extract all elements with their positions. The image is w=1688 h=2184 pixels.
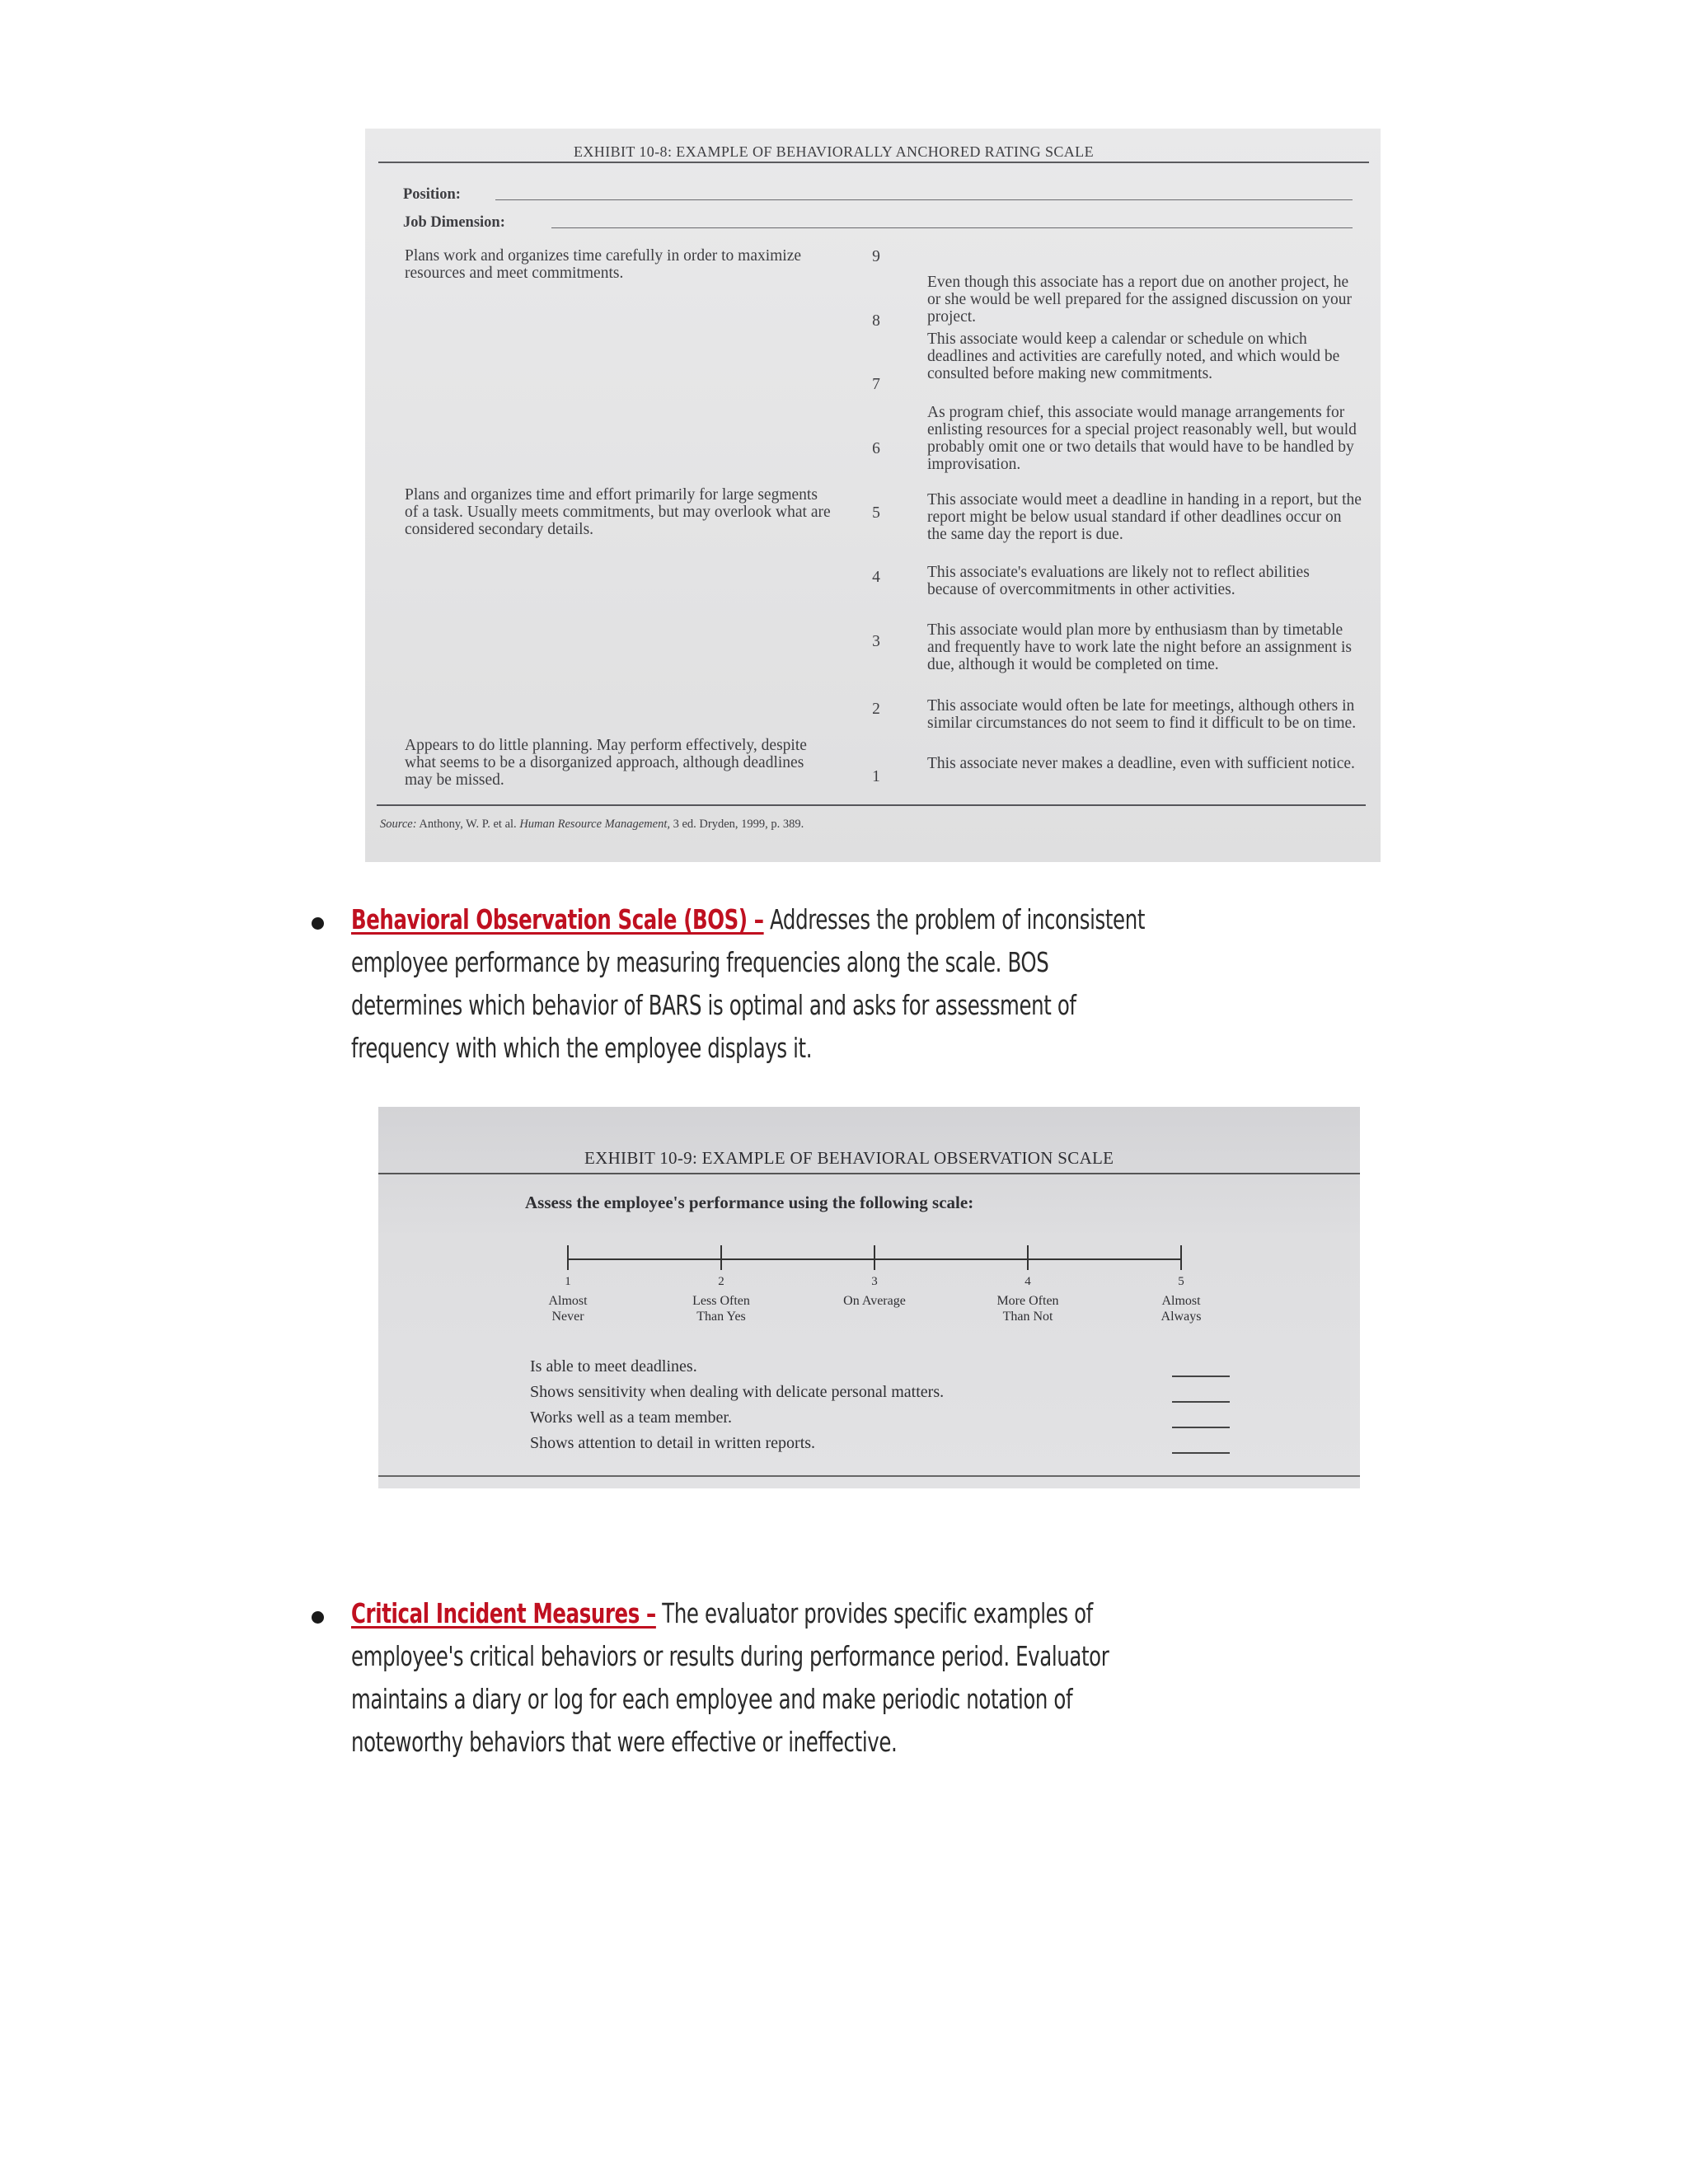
cim-term: Critical Incident Measures –: [351, 1597, 656, 1629]
scale-number: 3: [872, 633, 880, 650]
scale-number: 5: [872, 504, 880, 522]
scale-number: 3: [871, 1275, 878, 1288]
rating-blank: [1172, 1401, 1230, 1403]
source-citation: Source: Anthony, W. P. et al. Human Resource Management, 3 ed. Dryden, 1999, p. 389.: [380, 818, 804, 831]
bos-item: Is able to meet deadlines.: [530, 1357, 697, 1376]
bos-term: Behavioral Observation Scale (BOS) –: [351, 903, 764, 935]
left-anchor-mid: Plans and organizes time and effort primarily for large segments of a task. Usually meets commitments, but may overlook what are considered secondary details.: [405, 486, 831, 538]
scale-number: 7: [872, 376, 880, 393]
divider: [377, 804, 1366, 806]
rating-blank: [1172, 1427, 1230, 1428]
scale-label: On Average: [843, 1294, 906, 1308]
bars-exhibit-title: EXHIBIT 10-8: EXAMPLE OF BEHAVIORALLY ANCHORED RATING SCALE: [574, 143, 1094, 160]
scale-number: 1: [565, 1275, 571, 1288]
rating-blank: [1172, 1452, 1230, 1454]
right-anchor: This associate would meet a deadline in handing in a report, but the report might be below usual standard if other deadlines occur on the same day the report is due.: [927, 491, 1362, 543]
scale-label: Almost Never: [548, 1294, 588, 1324]
right-anchor: This associate would plan more by enthusiasm than by timetable and frequently have to work late the night before an assignment is due, although it would be completed on time.: [927, 621, 1352, 673]
bos-item: Shows attention to detail in written reports.: [530, 1434, 816, 1452]
rating-blank: [1172, 1376, 1230, 1377]
scale-number: 6: [872, 440, 880, 457]
job-dimension-label: Job Dimension:: [403, 214, 505, 231]
position-label: Position:: [403, 186, 461, 203]
scale-label: Less Often Than Yes: [692, 1294, 750, 1324]
bos-item: Shows sensitivity when dealing with delicate personal matters.: [530, 1383, 945, 1401]
right-anchor: This associate never makes a deadline, even with sufficient notice.: [927, 755, 1355, 772]
scale-tick: [720, 1245, 722, 1270]
scale-label: More Often Than Not: [996, 1294, 1059, 1324]
bos-description: Addresses the problem of inconsistent employee performance by measuring frequencies along the scale. BOS determines which behavior of BARS is optimal and asks for assessment of frequency with which the employee displays it.: [351, 903, 1146, 1064]
bars-exhibit-image: [365, 129, 1381, 862]
scale-number: 5: [1178, 1275, 1184, 1288]
scale-number: 4: [1025, 1275, 1031, 1288]
bos-paragraph: [351, 898, 1156, 1070]
scale-number: 2: [718, 1275, 724, 1288]
left-anchor-high: Plans work and organizes time carefully in order to maximize resources and meet commitments.: [405, 247, 802, 282]
bos-exhibit-image: [378, 1107, 1360, 1488]
scale-tick: [874, 1245, 875, 1270]
bullet-icon: [312, 1611, 324, 1624]
scale-tick: [1027, 1245, 1029, 1270]
divider: [378, 1173, 1360, 1174]
scale-number: 9: [872, 248, 880, 265]
right-anchor: This associate would keep a calendar or schedule on which deadlines and activities are carefully noted, and which would be consulted before making new commitments.: [927, 330, 1340, 382]
bullet-icon: [312, 917, 324, 930]
divider: [378, 1475, 1360, 1477]
left-anchor-low: Appears to do little planning. May perform effectively, despite what seems to be a disorganized approach, although deadlines may be missed.: [405, 737, 807, 789]
cim-description: The evaluator provides specific examples of employee's critical behaviors or results during performance period. Evaluator maintains a diary or log for each employee and make periodic notation of noteworthy behaviors that were effective or ineffective.: [351, 1597, 1109, 1758]
right-anchor: This associate's evaluations are likely not to reflect abilities because of overcommitments in other activities.: [927, 564, 1310, 598]
right-anchor: Even though this associate has a report due on another project, he or she would be well prepared for the assigned discussion on your project.: [927, 274, 1353, 326]
cim-paragraph: [351, 1592, 1156, 1764]
scale-number: 2: [872, 701, 880, 718]
job-dimension-line: [551, 227, 1353, 228]
scale-label: Almost Always: [1160, 1294, 1202, 1324]
position-line: [495, 199, 1353, 200]
scale-tick: [567, 1245, 569, 1270]
right-anchor: As program chief, this associate would manage arrangements for enlisting resources for a special project reasonably well, but would probably omit one or two details that would have to be handled by improvisation.: [927, 404, 1357, 473]
scale-number: 8: [872, 312, 880, 330]
right-anchor: This associate would often be late for meetings, although others in similar circumstances do not seem to find it difficult to be on time.: [927, 697, 1357, 732]
scale-tick: [1180, 1245, 1182, 1270]
bos-instruction: Assess the employee's performance using the following scale:: [525, 1193, 974, 1212]
divider: [378, 162, 1369, 163]
bos-item: Works well as a team member.: [530, 1408, 732, 1427]
bos-exhibit-title: EXHIBIT 10-9: EXAMPLE OF BEHAVIORAL OBSERVATION SCALE: [584, 1148, 1114, 1168]
scale-number: 4: [872, 569, 880, 586]
scale-number: 1: [872, 768, 880, 785]
